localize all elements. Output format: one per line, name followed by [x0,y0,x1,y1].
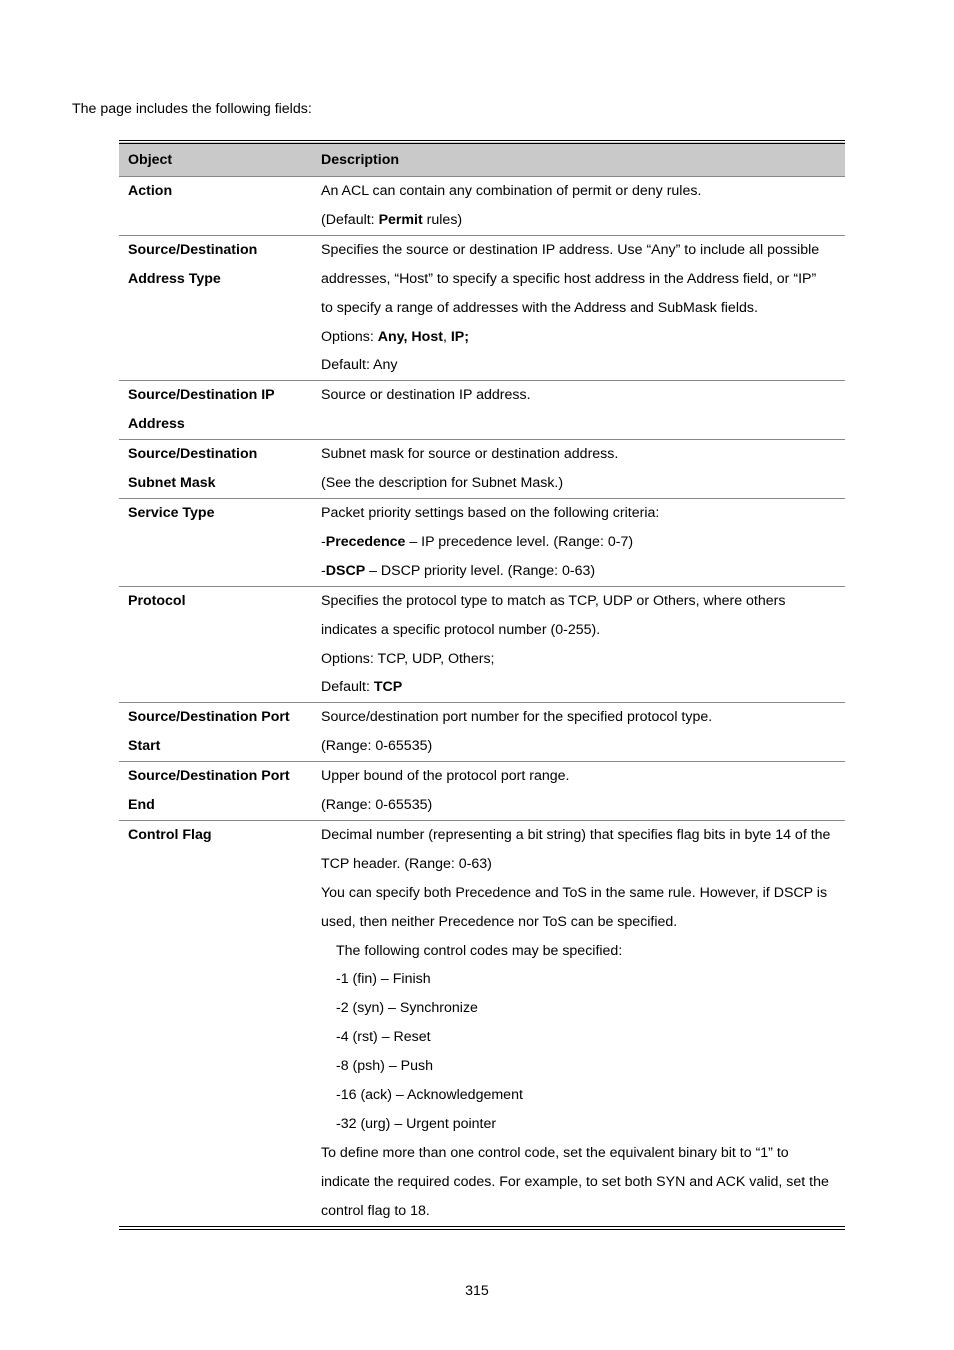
table-row [119,820,845,1227]
text-segment: To define more than one control code, set the equivalent binary bit to “1” to [321,1144,789,1161]
description-line [321,1052,836,1081]
description-line [321,294,836,323]
text-segment: Default: Any [321,357,398,374]
text-segment: , [442,328,451,345]
object-cell [119,498,312,586]
description-line [321,908,836,937]
object-cell [119,586,312,703]
description-line [321,994,836,1023]
bold-term: Permit [378,211,423,228]
object-cell [119,820,312,1227]
description-line [321,265,836,294]
text-segment: -4 (rst) – Reset [336,1029,431,1046]
text-segment: Options: [321,328,378,345]
description-cell [312,235,845,381]
object-name-line: Source/Destination IP [128,387,275,404]
bold-term: Precedence [325,533,406,550]
text-segment: Options: TCP, UDP, Others; [321,650,495,667]
text-segment: -2 (syn) – Synchronize [336,1000,478,1017]
description-cell [312,762,845,821]
description-line [321,1081,836,1110]
description-line [321,206,836,235]
header-object: Object [119,142,312,177]
description-line [321,351,836,380]
description-line [321,821,836,850]
description-line [321,1110,836,1139]
text-segment: – IP precedence level. (Range: 0-7) [405,533,634,550]
description-line [321,673,836,702]
object-cell [119,703,312,762]
bold-term: TCP [373,679,403,696]
fields-table [119,140,845,1230]
description-line [321,879,836,908]
description-cell [312,381,845,440]
description-line [321,587,836,616]
text-segment: Upper bound of the protocol port range. [321,768,570,785]
table-row [119,381,845,440]
description-line [321,1168,836,1197]
text-segment: (See the description for Subnet Mask.) [321,475,564,492]
object-name-line: Action [128,183,173,199]
text-segment: used, then neither Precedence nor ToS can be specified. [321,913,678,930]
object-name-line: Service Type [128,504,215,521]
description-cell [312,586,845,703]
text-segment: rules) [422,211,463,228]
object-name-line: Source/Destination [128,446,258,463]
text-segment: Subnet mask for source or destination address. [321,446,619,463]
page-number: 315 [465,1283,489,1299]
object-cell [119,235,312,381]
object-name-line: Source/Destination Port [128,768,290,785]
description-line [321,557,836,586]
description-line [321,177,836,206]
text-segment: Decimal number (representing a bit string) that specifies flag bits in byte 14 of the [321,826,831,843]
description-line [321,1197,836,1226]
object-cell [119,177,312,236]
description-line [321,791,836,820]
description-line [321,469,836,498]
intro-text: The page includes the following fields: [72,101,312,117]
object-name-line: Control Flag [128,826,212,843]
table-row [119,498,845,586]
description-line [321,645,836,674]
text-segment: -16 (ack) – Acknowledgement [336,1087,523,1104]
text-segment: - [321,533,326,550]
description-cell [312,440,845,499]
table-row [119,235,845,381]
object-name-line: Source/Destination [128,241,258,258]
description-line [321,850,836,879]
object-cell [119,440,312,499]
text-segment: (Default: [321,211,379,228]
text-segment: Default: [321,679,374,696]
object-name-line: Protocol [128,592,186,609]
description-line [321,937,836,966]
text-segment: – DSCP priority level. (Range: 0-63) [365,562,596,579]
text-segment: Source/destination port number for the specified protocol type. [321,709,713,726]
text-segment: addresses, “Host” to specify a specific host address in the Address field, or “IP” [321,270,817,287]
object-name-line: Start [128,738,161,755]
object-cell [119,762,312,821]
description-line [321,528,836,557]
object-name-line: Address [128,416,185,433]
header-description: Description [312,142,845,177]
text-segment: (Range: 0-65535) [321,797,433,814]
description-cell [312,498,845,586]
object-name-line: Source/Destination Port [128,709,290,726]
description-line [321,440,836,469]
description-line [321,732,836,761]
description-cell [312,703,845,762]
description-line [321,236,836,265]
text-segment: Source or destination IP address. [321,387,531,404]
description-line [321,323,836,352]
table-row [119,440,845,499]
object-name-line: Address Type [128,270,221,287]
description-line [321,616,836,645]
text-segment: Specifies the protocol type to match as TCP, UDP or Others, where others [321,592,786,609]
bold-term: IP; [450,328,469,345]
table-body [119,177,845,1228]
text-segment: -8 (psh) – Push [336,1058,433,1075]
table-row [119,703,845,762]
text-segment: The following control codes may be specified: [336,942,623,959]
text-segment: An ACL can contain any combination of permit or deny rules. [321,183,702,199]
text-segment: Packet priority settings based on the following criteria: [321,504,660,521]
table-header-row [119,142,845,177]
text-segment: indicates a specific protocol number (0-255). [321,621,601,638]
object-cell [119,381,312,440]
bold-term: DSCP [325,562,366,579]
table-row [119,586,845,703]
text-segment: indicate the required codes. For example, to set both SYN and ACK valid, set the [321,1173,829,1190]
text-segment: -1 (fin) – Finish [336,971,431,988]
text-segment: Specifies the source or destination IP address. Use “Any” to include all possible [321,241,820,258]
text-segment: to specify a range of addresses with the Address and SubMask fields. [321,299,758,316]
description-line [321,762,836,791]
description-line [321,410,836,439]
description-cell [312,177,845,236]
description-cell [312,820,845,1227]
text-segment: control flag to 18. [321,1202,430,1219]
bold-term: Any, Host [377,328,443,345]
description-line [321,499,836,528]
object-name-line: End [128,797,155,814]
text-segment: TCP header. (Range: 0-63) [321,855,492,872]
text-segment: - [321,562,326,579]
object-name-line: Subnet Mask [128,475,216,492]
text-segment: (Range: 0-65535) [321,738,433,755]
table-row [119,177,845,236]
description-line [321,1139,836,1168]
description-line [321,381,836,410]
description-line [321,703,836,732]
table-row [119,762,845,821]
text-segment: -32 (urg) – Urgent pointer [336,1116,497,1132]
text-segment: You can specify both Precedence and ToS in the same rule. However, if DSCP is [321,884,828,901]
description-line [321,1023,836,1052]
description-line [321,965,836,994]
